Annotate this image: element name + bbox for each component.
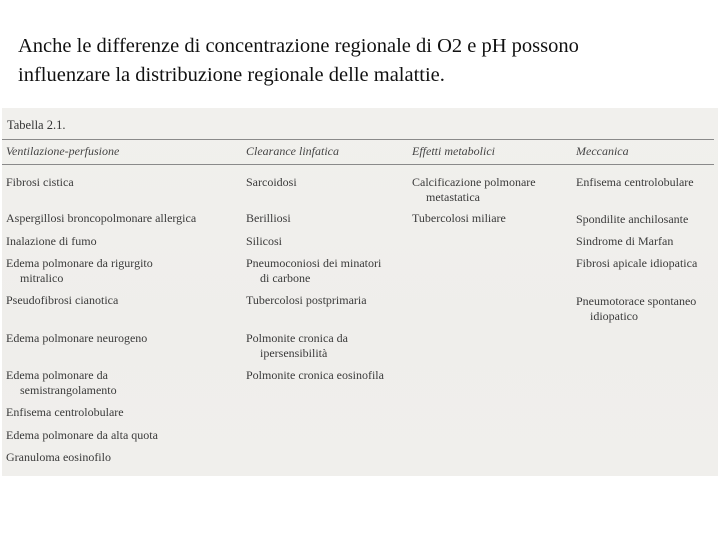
table-cell: Pseudofibrosi cianotica (6, 293, 119, 307)
table-cell: Fibrosi cistica (6, 175, 74, 189)
intro-line-2: influenzare la distribuzione regionale delle malattie. (18, 64, 445, 86)
intro-text (18, 32, 708, 90)
header-meccanica: Meccanica (576, 144, 629, 158)
table-cell: Tubercolosi postprimaria (246, 293, 367, 307)
table-cell: Silicosi (246, 234, 283, 248)
table-cell: Edema polmonare da alta quota (6, 428, 158, 442)
table-cell: Berilliosi (246, 211, 291, 225)
intro-line-1: Anche le differenze di concentrazione regionale di O2 e pH possono (18, 35, 579, 57)
header-effetti-metabolici: Effetti metabolici (412, 144, 495, 158)
header-clearance-linfatica: Clearance linfatica (246, 144, 339, 158)
table-cell: Sarcoidosi (246, 175, 297, 189)
table-cell: Edema polmonare da rigurgito mitralico (6, 256, 153, 285)
scanned-table (2, 108, 718, 476)
table-cell: Granuloma eosinofilo (6, 450, 111, 464)
table-title: Tabella 2.1. (7, 118, 66, 132)
table-cell: Pneumotorace spontaneo idiopatico (576, 294, 697, 323)
table-cell: Fibrosi apicale idiopatica (576, 256, 698, 270)
table-cell: Edema polmonare da semistrangolamento (6, 368, 117, 397)
table-cell: Aspergillosi broncopolmonare allergica (6, 211, 197, 225)
table-header-rule (2, 164, 714, 165)
table-top-rule (2, 139, 714, 140)
table-cell: Enfisema centrolobulare (576, 175, 694, 189)
table-cell: Spondilite anchilosante (576, 212, 689, 226)
table-cell: Pneumoconiosi dei minatori di carbone (246, 256, 382, 285)
table-cell: Tubercolosi miliare (412, 211, 506, 225)
table-cell: Calcificazione polmonare metastatica (412, 175, 536, 204)
table-cell: Sindrome di Marfan (576, 234, 674, 248)
table-cell: Polmonite cronica da ipersensibilità (246, 331, 348, 360)
table-cell: Enfisema centrolobulare (6, 405, 124, 419)
header-ventilazione-perfusione: Ventilazione-perfusione (6, 144, 120, 158)
table-cell: Edema polmonare neurogeno (6, 331, 148, 345)
table-cell: Polmonite cronica eosinofila (246, 368, 384, 382)
table-cell: Inalazione di fumo (6, 234, 97, 248)
